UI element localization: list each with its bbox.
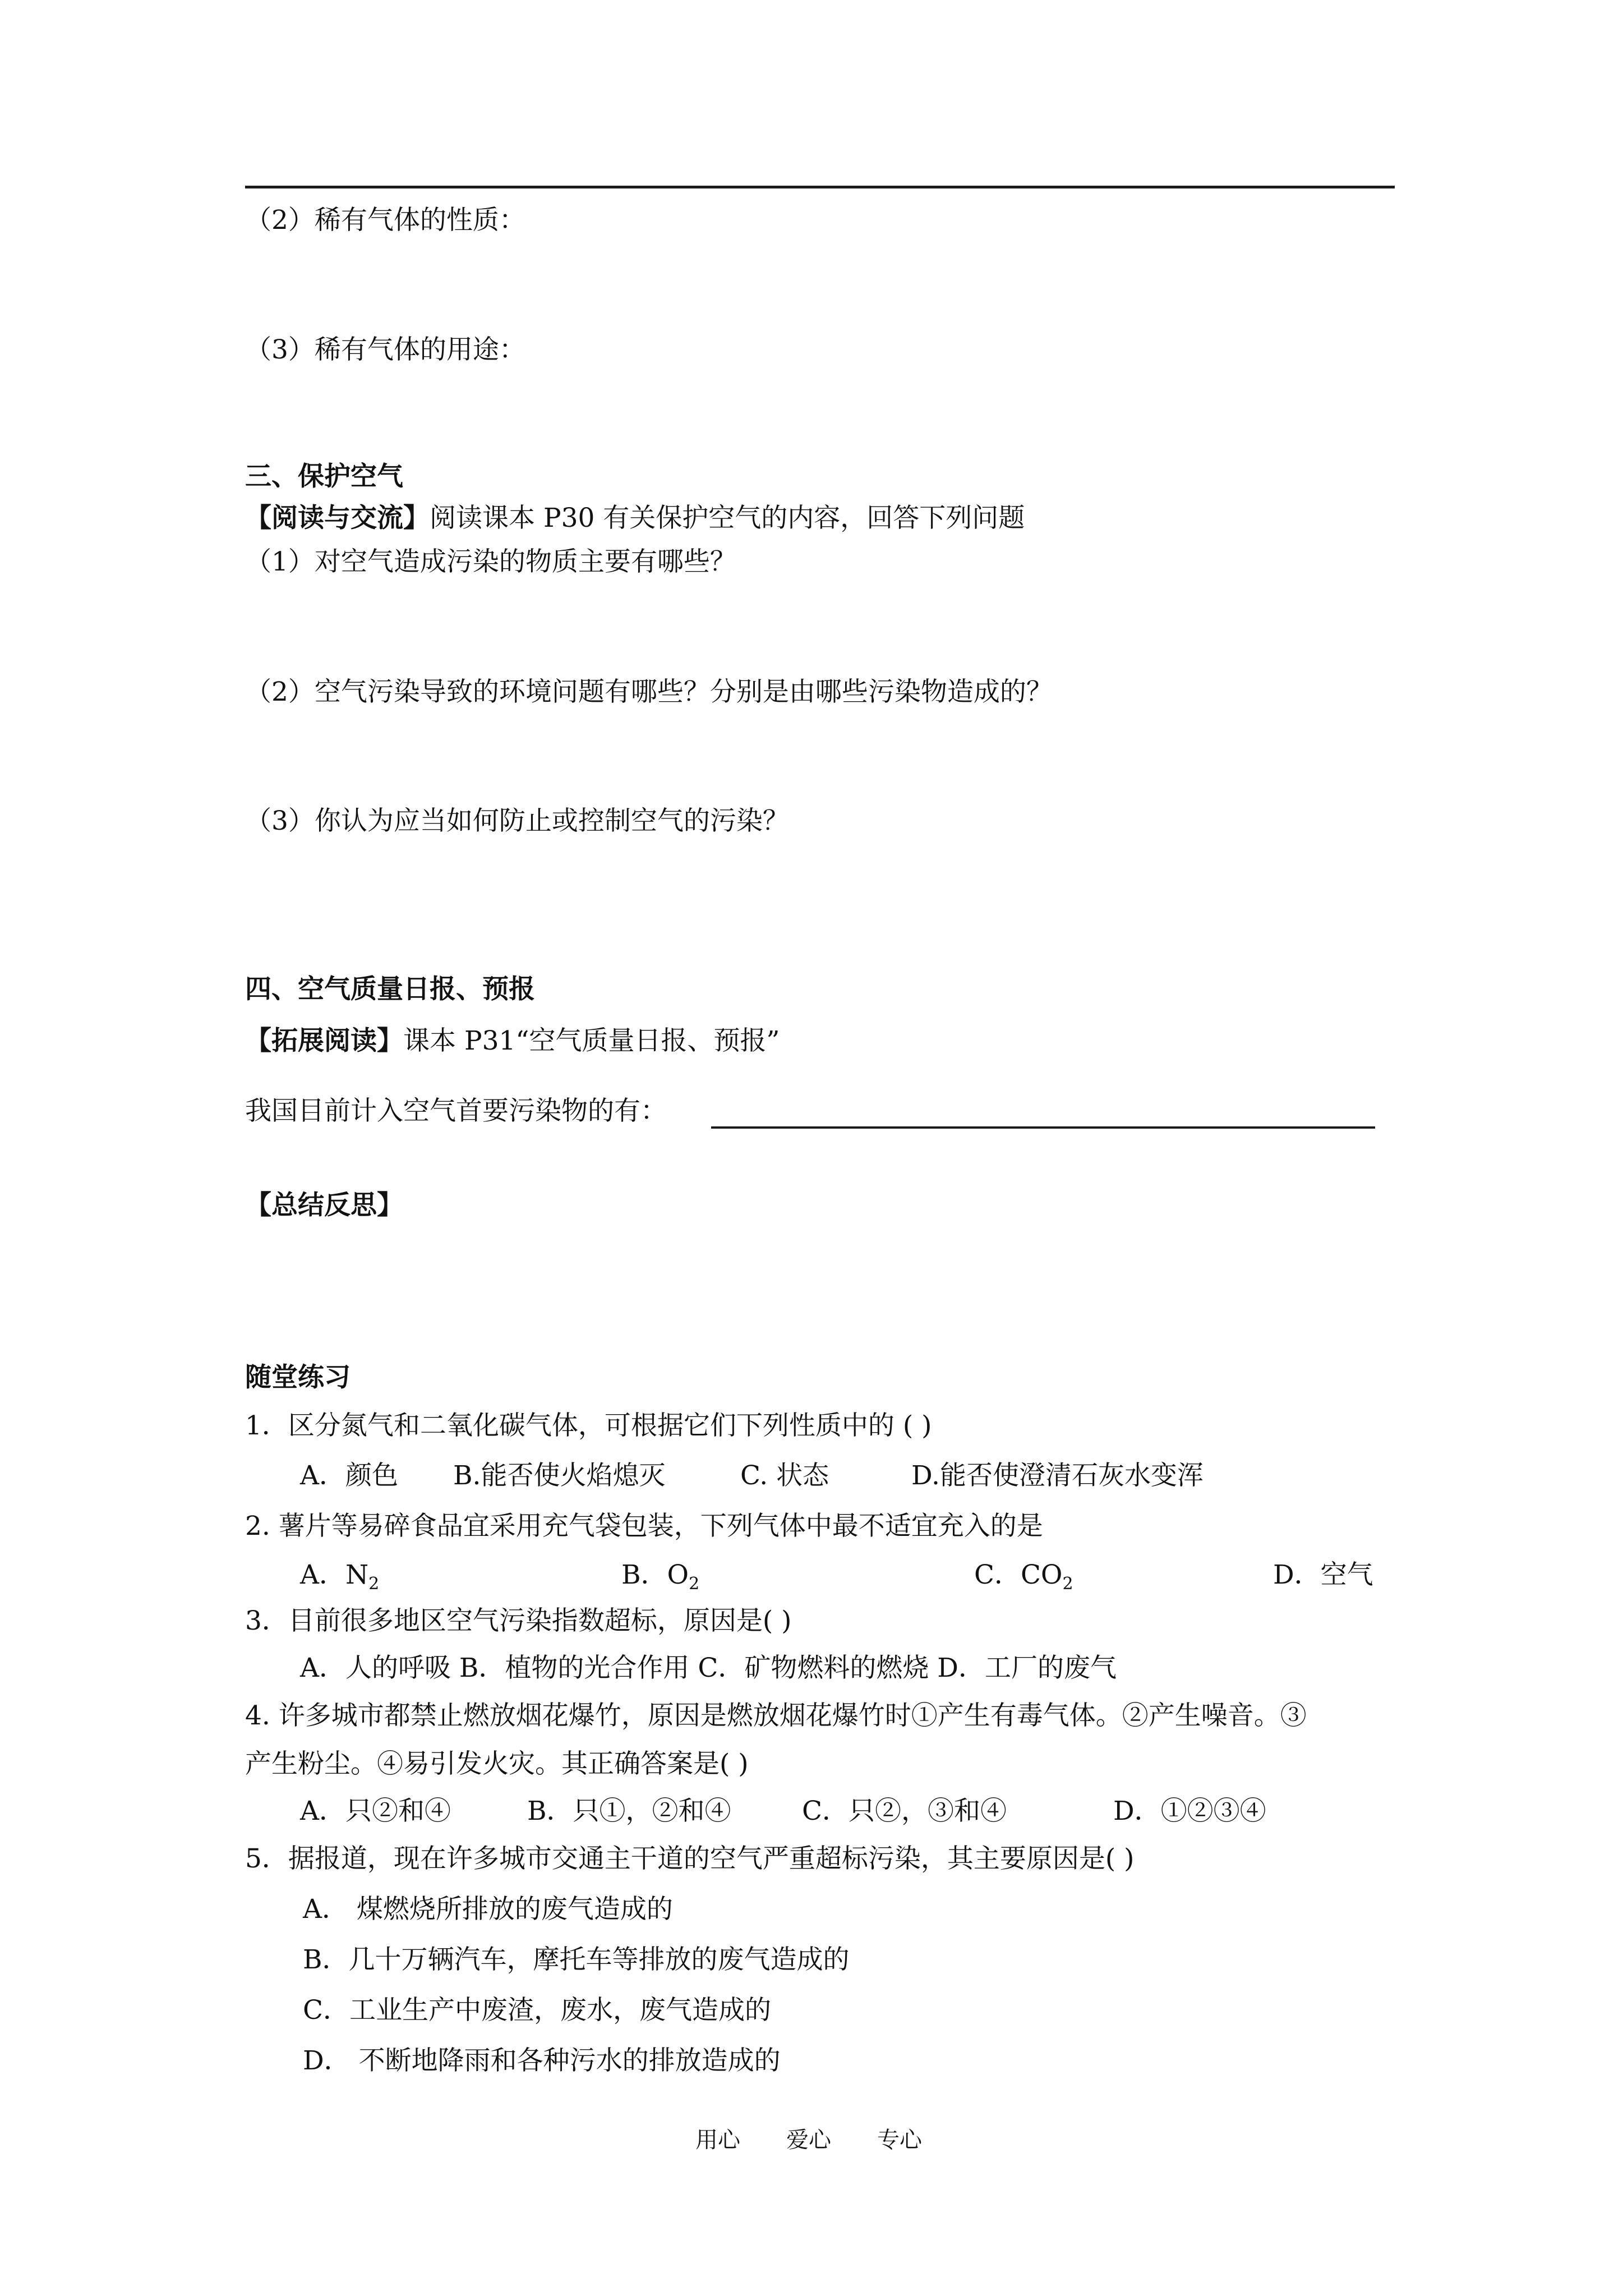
q2-b-text: B．O [621,1559,689,1590]
rare-gas-properties-question: （2）稀有气体的性质： [245,205,525,236]
q4-option-a: A．只②和④ [300,1796,451,1826]
q2-a-text: A．N [300,1559,369,1590]
q2-option-b [621,1559,700,1594]
q1-option-a: A．颜色 [300,1460,398,1491]
q5-option-b: B．几十万辆汽车，摩托车等排放的废气造成的 [303,1944,850,1975]
q2-a-subscript: 2 [368,1574,380,1594]
q3-stem: 3．目前很多地区空气污染指数超标，原因是( ) [245,1605,792,1636]
section-3-intro [245,505,1025,531]
q2-c-subscript: 2 [1062,1574,1073,1594]
footer-word-2: 爱心 [786,2127,831,2153]
section-4-title: 四、空气质量日报、预报 [245,974,535,1005]
q1-option-c: C. 状态 [740,1460,829,1491]
read-exchange-tag: 【阅读与交流】 [245,503,430,533]
header-rule [245,186,1395,188]
q4-stem-line-2: 产生粉尘。④易引发火灾。其正确答案是( ) [245,1749,749,1779]
q2-b-subscript: 2 [689,1574,700,1594]
q2-option-a [300,1559,380,1594]
q5-option-c: C．工业生产中废渣，废水，废气造成的 [303,1995,771,2026]
section-3-title: 三、保护空气 [245,461,403,492]
q4-stem-line-1: 4. 许多城市都禁止燃放烟花爆竹，原因是燃放烟花爆竹时①产生有毒气体。②产生噪音。③ [245,1700,1307,1731]
q4-option-b: B．只①，②和④ [527,1796,731,1826]
footer-word-3: 专心 [877,2127,922,2153]
q2-option-c [974,1559,1073,1594]
footer-word-1: 用心 [695,2127,740,2153]
page-footer [695,2129,968,2151]
pollution-control-question: （3）你认为应当如何防止或控制空气的污染？ [245,806,789,836]
environment-problems-question: （2）空气污染导致的环境问题有哪些？分别是由哪些污染物造成的？ [245,677,1053,707]
summary-reflection-title: 【总结反思】 [245,1190,403,1221]
rare-gas-uses-question: （3）稀有气体的用途： [245,334,525,365]
exercises-title: 随堂练习 [245,1362,351,1393]
q1-option-d: D.能否使澄清石灰水变浑 [911,1460,1204,1491]
q5-stem: 5．据报道，现在许多城市交通主干道的空气严重超标污染，其主要原因是( ) [245,1843,1135,1874]
pollutants-question: （1）对空气造成污染的物质主要有哪些？ [245,546,736,577]
read-exchange-text: 阅读课本 P30 有关保护空气的内容，回答下列问题 [430,503,1025,533]
q4-option-c: C．只②，③和④ [802,1796,1007,1826]
q1-stem: 1．区分氮气和二氧化碳气体，可根据它们下列性质中的 ( ) [245,1410,932,1441]
section-4-intro [245,1025,780,1056]
q2-option-d: D．空气 [1273,1559,1373,1590]
answer-blank-line[interactable] [711,1126,1375,1129]
primary-pollutants-fill-label: 我国目前计入空气首要污染物的有： [245,1096,667,1126]
q2-stem: 2. 薯片等易碎食品宜采用充气袋包装，下列气体中最不适宜充入的是 [245,1511,1043,1542]
q2-c-text: C．CO [974,1559,1063,1590]
q3-options: A．人的呼吸 B．植物的光合作用 C．矿物燃料的燃烧 D．工厂的废气 [300,1653,1117,1683]
q5-option-a: A． 煤燃烧所排放的废气造成的 [303,1894,673,1925]
extended-reading-tag: 【拓展阅读】 [245,1025,403,1056]
q5-option-d: D． 不断地降雨和各种污水的排放造成的 [303,2045,781,2076]
extended-reading-text: 课本 P31“空气质量日报、预报” [403,1025,780,1056]
q4-option-d: D．①②③④ [1113,1796,1266,1826]
q1-option-b: B.能否使火焰熄灭 [453,1460,666,1491]
